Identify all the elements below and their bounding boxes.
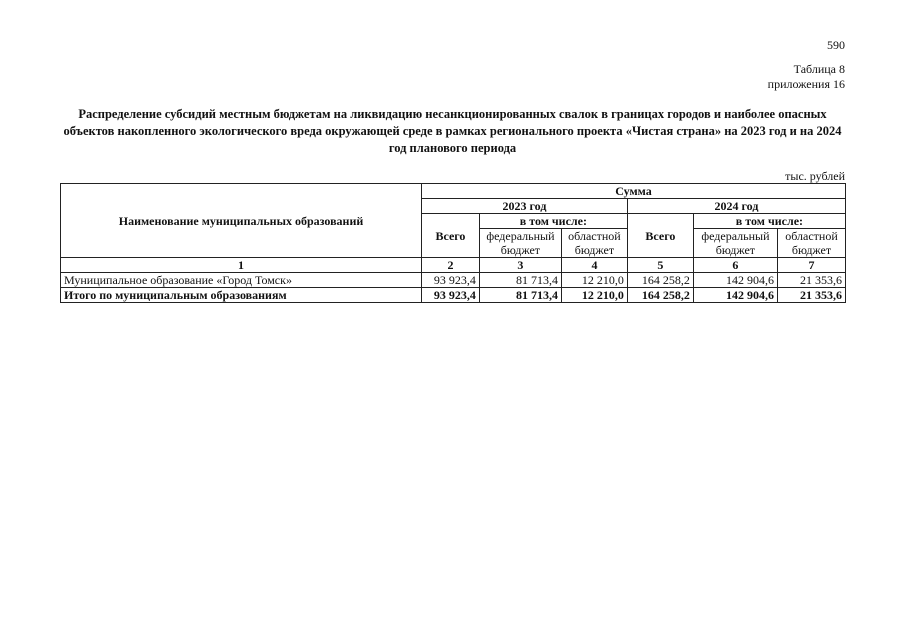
sum-header: Сумма [422,184,846,199]
year-2023-header: 2023 год [422,199,628,214]
federal-2023-value: 81 713,4 [479,273,561,288]
total-row-label: Итого по муниципальным образованиям [61,288,422,303]
table-label: Таблица 8 [793,62,845,76]
header-row-sum [61,184,846,199]
federal-2023-header [479,229,561,258]
column-number: 3 [479,258,561,273]
column-number: 5 [627,258,693,273]
budget-label: бюджет [574,243,615,257]
regional-2023-header [561,229,627,258]
federal-2024-header [693,229,777,258]
column-number: 1 [61,258,422,273]
table-reference [768,62,845,92]
budget-label: бюджет [500,243,541,257]
column-number: 7 [778,258,846,273]
document-title: Распределение субсидий местным бюджетам на ликвидацию несанкционированных свалок в границах городов и наиболее опасных объектов накопленного экологического вреда окружающей среде в рамках регионального проекта «Чистая страна» на 2023 год и на 2024 год планового периода [63,107,842,155]
federal-label: федеральный [486,229,555,243]
including-2024-header: в том числе: [693,214,845,229]
column-number-row [61,258,846,273]
budget-label: бюджет [715,243,756,257]
total-2024-value: 164 258,2 [627,273,693,288]
total-2023-sum: 93 923,4 [422,288,480,303]
municipality-name: Муниципальное образование «Город Томск» [61,273,422,288]
federal-2023-sum: 81 713,4 [479,288,561,303]
federal-2024-sum: 142 904,6 [693,288,777,303]
regional-2023-sum: 12 210,0 [561,288,627,303]
including-2023-header: в том числе: [479,214,627,229]
column-number: 6 [693,258,777,273]
regional-2023-value: 12 210,0 [561,273,627,288]
regional-label: областной [785,229,838,243]
federal-2024-value: 142 904,6 [693,273,777,288]
regional-label: областной [568,229,621,243]
regional-2024-header [778,229,846,258]
units-label: тыс. рублей [785,169,845,183]
regional-2024-value: 21 353,6 [778,273,846,288]
total-2024-sum: 164 258,2 [627,288,693,303]
total-2023-value: 93 923,4 [422,273,480,288]
page-number: 590 [827,38,845,52]
column-number: 4 [561,258,627,273]
total-2024-header: Всего [627,214,693,258]
name-column-header: Наименование муниципальных образований [61,184,422,258]
year-2024-header: 2024 год [627,199,845,214]
total-row [61,288,846,303]
subsidy-table [60,183,846,303]
appendix-label: приложения 16 [767,77,845,91]
total-2023-header: Всего [422,214,480,258]
table-row [61,273,846,288]
regional-2024-sum: 21 353,6 [778,288,846,303]
column-number: 2 [422,258,480,273]
federal-label: федеральный [701,229,770,243]
budget-label: бюджет [791,243,832,257]
